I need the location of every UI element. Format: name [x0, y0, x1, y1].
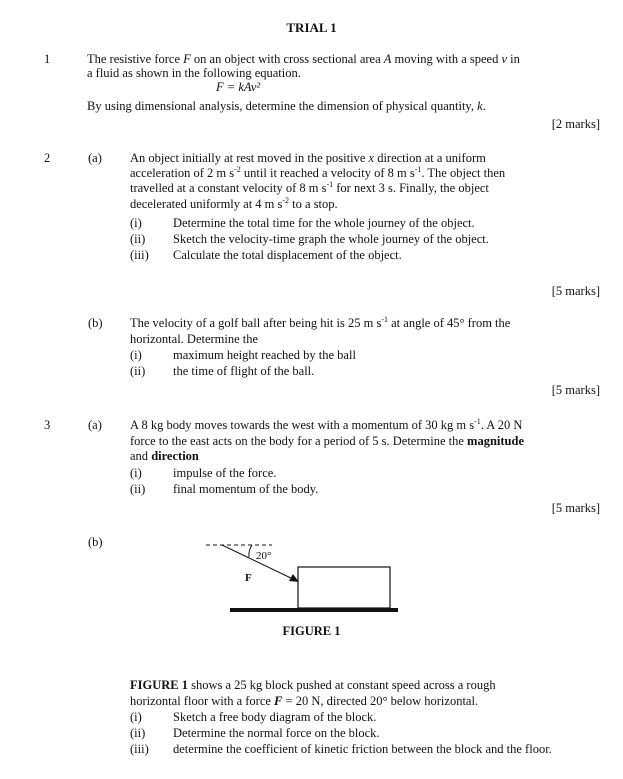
q3b-line2-pre: horizontal floor with a force	[130, 694, 271, 708]
question-2a-line-4: decelerated uniformly at 4 m $s^{-2}$ to a stop.	[130, 196, 338, 211]
question-2a-sub-i	[130, 216, 600, 231]
sub-text: determine the coefficient of kinetic friction between the block and the floor.	[173, 742, 552, 756]
angle-label: 20°	[256, 550, 272, 562]
question-3b-sub-i	[130, 710, 600, 725]
q3a-line2-text: force to the east acts on the body for a period of 5 s. Determine the	[130, 434, 464, 448]
question-2b-line-1: The velocity of a golf ball after being hit is 25 m $s^{-1}$ at angle of 45° from the	[130, 315, 511, 330]
figure-1-diagram	[200, 535, 410, 620]
block	[298, 567, 390, 608]
question-1-equation: F = kAv²	[216, 80, 261, 94]
q3b-force-symbol: F	[274, 694, 283, 708]
q3b-figure-ref-bold: FIGURE 1	[130, 678, 188, 692]
sub-text: impulse of the force.	[173, 466, 277, 480]
question-3a-line-2	[130, 434, 600, 449]
question-1-number: 1	[44, 52, 51, 66]
sub-text: Calculate the total displacement of the object.	[173, 248, 402, 262]
question-3a-sub-i	[130, 466, 600, 481]
question-3b-line-1	[130, 678, 600, 693]
question-1-line-1	[87, 52, 597, 67]
sub-label: (i)	[130, 348, 142, 362]
question-3a-sub-ii	[130, 482, 600, 497]
question-2a-line-2: acceleration of 2 m $s^{-2}$ until it reached a velocity of 8 m $s^{-1}$. The object then	[130, 165, 506, 180]
question-2b-line-2: horizontal. Determine the	[130, 332, 259, 346]
q1-line1-text: The resistive force F on an object with cross sectional area A moving with a speed v in	[87, 52, 520, 66]
q3b-line1-text: shows a 25 kg block pushed at constant speed across a rough	[191, 678, 496, 692]
sub-text: the time of flight of the ball.	[173, 364, 315, 378]
sub-text: maximum height reached by the ball	[173, 348, 356, 362]
floor	[230, 608, 398, 612]
question-1-line-3: By using dimensional analysis, determine the dimension of physical quantity, k.	[87, 99, 486, 113]
sub-label: (ii)	[130, 726, 146, 740]
question-3a-line-1: A 8 kg body moves towards the west with a momentum of 30 kg m $s^{-1}$. A 20 N	[130, 417, 523, 432]
sub-label: (i)	[130, 216, 142, 230]
sub-label: (ii)	[130, 232, 146, 246]
question-3-number: 3	[44, 418, 51, 432]
sub-text: final momentum of the body.	[173, 482, 319, 496]
sub-label: (i)	[130, 710, 142, 724]
question-3b-line-2	[130, 694, 600, 709]
question-2a-sub-ii	[130, 232, 600, 247]
force-label: F	[245, 572, 252, 584]
question-2-number: 2	[44, 151, 51, 165]
question-3a-label: (a)	[88, 418, 102, 432]
sub-label: (i)	[130, 466, 142, 480]
question-3b-sub-ii	[130, 726, 600, 741]
question-2b-marks: [5 marks]	[551, 383, 600, 397]
sub-text: Sketch the velocity-time graph the whole journey of the object.	[173, 232, 489, 246]
sub-label: (ii)	[130, 364, 146, 378]
question-2b-sub-i	[130, 348, 600, 363]
question-2a-sub-iii	[130, 248, 600, 263]
angle-arc	[249, 545, 252, 557]
question-1-line-2: a fluid as shown in the following equation.	[87, 66, 301, 80]
figure-1-caption: FIGURE 1	[282, 624, 341, 638]
question-2b-sub-ii	[130, 364, 600, 379]
question-3b-sub-iii	[130, 742, 600, 757]
question-2a-label: (a)	[88, 151, 102, 165]
question-3a-marks: [5 marks]	[551, 501, 600, 515]
sub-label: (ii)	[130, 482, 146, 496]
sub-text: Determine the normal force on the block.	[173, 726, 380, 740]
q3a-magnitude-bold: magnitude	[467, 434, 524, 448]
question-2a-line-1: An object initially at rest moved in the positive x direction at a uniform	[130, 151, 486, 165]
sub-label: (iii)	[130, 742, 149, 756]
q3a-line3-text: and	[130, 449, 149, 463]
sub-text: Sketch a free body diagram of the block.	[173, 710, 377, 724]
question-2a-marks: [5 marks]	[551, 284, 600, 298]
question-3b-label: (b)	[88, 535, 103, 549]
q3b-line2-post: = 20 N, directed 20° below horizontal.	[285, 694, 479, 708]
sub-label: (iii)	[130, 248, 149, 262]
page-title: TRIAL 1	[286, 20, 337, 35]
question-1-marks: [2 marks]	[551, 117, 600, 131]
sub-text: Determine the total time for the whole journey of the object.	[173, 216, 475, 230]
question-2b-label: (b)	[88, 316, 103, 330]
question-2a-line-3: travelled at a constant velocity of 8 m $s^{-1}$ for next 3 s. Finally, the object	[130, 180, 489, 195]
question-3a-line-3	[130, 449, 600, 464]
q3a-direction-bold: direction	[151, 449, 199, 463]
